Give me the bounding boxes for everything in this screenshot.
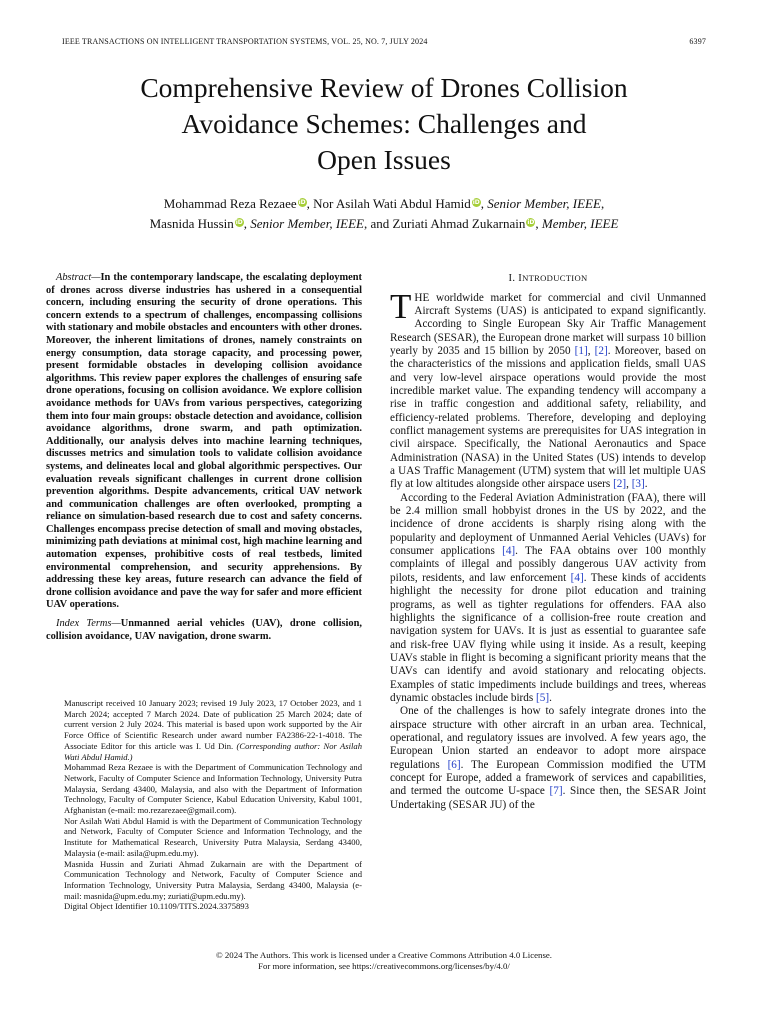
title-line-3: Open Issues (317, 144, 451, 175)
citation-link[interactable]: [7] (549, 785, 563, 798)
author-line-2 (60, 214, 708, 234)
separator: , (480, 196, 488, 211)
journal-name: IEEE TRANSACTIONS ON INTELLIGENT TRANSPORTATION SYSTEMS, VOL. 25, NO. 7, JULY 2024 (62, 37, 428, 46)
footnote-affiliation-2: Nor Asilah Wati Abdul Hamid is with the Department of Communication Technology and Network, Faculty of Computer Science and Information Technology, and the Institute for Mathematical Research, University Putra Malaysia, Serdang 43400, Malaysia (e-mail: asila@upm.edu.my). (64, 815, 362, 858)
orcid-icon[interactable]: iD (472, 199, 480, 206)
paragraph-text: HE worldwide market for commercial and civil Unmanned Aircraft Systems (UAS) is anticipated to expand significantly. According to Single European Sky Air Traffic Management Research (SESAR), the European drone market will surpass 10 billion yearly by 2035 and 15 billion by 2050 (390, 291, 706, 357)
paper-title (60, 70, 708, 178)
license-line-2[interactable]: For more information, see https://creativecommons.org/licenses/by/4.0/ (258, 961, 510, 971)
citation-link[interactable]: [4] (502, 545, 516, 558)
orcid-icon[interactable]: iD (298, 199, 306, 206)
citation-link[interactable]: [4] (570, 571, 584, 584)
title-line-2: Avoidance Schemes: Challenges and (181, 108, 587, 139)
footnote-text: Manuscript received 10 January 2023; revised 19 July 2023, 17 October 2023, and 1 March 2024; accepted 7 March 2024. Date of publication 25 March 2024; date of current version 2 July 2024. This material is based upon work supported by the Air Force Office of Scientific Research under award number FA2386-22-1-4018. The Associate Editor for this article was I. Ud Din. (64, 698, 362, 751)
abstract-label: Abstract— (56, 272, 101, 283)
corresponding-author: (Corresponding author: Nor Asilah Wati Abdul Hamid.) (64, 740, 362, 762)
license-notice (0, 950, 768, 972)
separator: , and (363, 216, 393, 231)
paragraph-text: . Moreover, based on the characteristics of the missions and application fields, small UAS and very low-level airspace operations would provide the most incredible market value. The expanding tendency will accompany a rise in traffic congestion and additional safety, reliability, and efficiency-related problems. Therefore, developing and deploying conflict management systems are prerequisites for UAS integration in civil airspace. Specifically, the National Aeronautics and Space Administration (NASA) in the United States (US) intends to develop a UAS Traffic Management (UTM) system that will let multiple UAS fly at low altitudes alongside other airspace users (390, 344, 707, 491)
section-rest: NTRODUCTION (522, 273, 588, 283)
paragraph-text: . The European Commission modified the UTM concept for Europe, added a framework of services and capabilities, and termed the outcome U-space (390, 758, 707, 798)
footnotes (64, 698, 362, 912)
orcid-icon[interactable]: iD (235, 219, 243, 226)
index-terms-text: Unmanned aerial vehicles (UAV), drone collision, collision avoidance, UAV navigation, drone swarm. (46, 618, 362, 642)
author-name: Zuriati Ahmad Zukarnain (392, 216, 526, 231)
paragraph-text: . The FAA obtains over 100 monthly complaints of illegal and possibly dangerous UAV activity from pilots, residents, and law enforcement (390, 545, 706, 584)
orcid-icon[interactable]: iD (527, 219, 535, 226)
footnote-manuscript (64, 698, 362, 762)
paragraph-text: . Since then, the SESAR Joint Undertaking (SESAR JU) of the (390, 785, 706, 811)
citation-link[interactable]: [1] (574, 344, 588, 357)
section-cap: I (518, 273, 523, 284)
section-heading (390, 272, 706, 286)
index-terms (46, 618, 362, 643)
intro-paragraph-1 (390, 286, 707, 492)
author-role: Senior Member, IEEE (487, 196, 601, 211)
separator: , (587, 344, 595, 357)
paragraph-text: According to the Federal Aviation Administration (FAA), there will be 2.4 million small hobbyist drones in the US by 2022, and the incidence of drone accidents is sharply rising along with the popularity and deployment of Unmanned Aerial Vehicles (UAVs) for consumer applications (390, 491, 706, 558)
page-number: 6397 (689, 37, 706, 46)
author-name: Mohammad Reza Rezaee (163, 196, 297, 211)
running-header (62, 37, 706, 51)
separator: , (243, 216, 251, 231)
author-role: Senior Member, IEEE (250, 216, 364, 231)
citation-link[interactable]: [2] (594, 344, 608, 357)
license-line-1: © 2024 The Authors. This work is licensed under a Creative Commons Attribution 4.0 License. (216, 950, 552, 960)
index-terms-label: Index Terms— (56, 618, 121, 630)
footnote-affiliation-3: Masnida Hussin and Zuriati Ahmad Zukarnain are with the Department of Communication Technology and Network, Faculty of Computer Science and Information Technology, University Putra Malaysia, Serdang 43400, Malaysia (e-mail: masnida@upm.edu.my; zuriati@upm.edu.my). (64, 858, 362, 901)
right-column (390, 272, 706, 812)
paragraph-text: One of the challenges is how to safely integrate drones into the airspace structure with other aircraft in an urban area. Technical, operational, and regulatory issues are involved. A few years ago, the European Union started an endeavor to adopt more airspace regulations (390, 705, 706, 771)
left-column (46, 272, 362, 643)
citation-link[interactable]: [2] (613, 478, 627, 491)
intro-paragraph-2 (390, 492, 706, 706)
footnote-affiliation-1: Mohammad Reza Rezaee is with the Department of Communication Technology and Network, Faculty of Computer Science and Information Technology, University Putra Malaysia, Serdang 43400, Malaysia, and also with the Department of Information Technology, Faculty of Computer Science, Kabul Education University, Kabul 1001, Afghanistan (e-mail: mo.rezarezaee@gmail.com). (64, 762, 362, 816)
citation-link[interactable]: [5] (536, 691, 550, 704)
author-role: Member, IEEE (541, 216, 619, 231)
author-list (60, 194, 708, 234)
separator: , (535, 216, 542, 231)
abstract (46, 272, 362, 612)
section-number: I. (508, 273, 519, 284)
drop-cap: T (390, 286, 412, 326)
intro-paragraph-3 (390, 705, 706, 812)
separator: , (626, 478, 632, 491)
author-line-1 (60, 194, 708, 214)
separator: . (549, 691, 552, 704)
citation-link[interactable]: [3] (631, 478, 645, 491)
author-name: Masnida Hussin (149, 216, 234, 231)
separator: . (644, 478, 648, 491)
citation-link[interactable]: [6] (447, 758, 461, 771)
title-line-1: Comprehensive Review of Drones Collision (140, 72, 628, 103)
separator: , (306, 196, 314, 211)
doi: Digital Object Identifier 10.1109/TITS.2024.3375893 (64, 901, 249, 912)
paragraph-text: . These kinds of accidents highlight the necessity for drone pilot education and training programs, as well as tighter regulations for offenders. FAA also highlights the significance of a collision-free route creation and navigation system for UAVs. It is just as essential to guarantee safe and risk-free UAV flying while using it inside. As a result, keeping UAVs stable in flight is becoming a significant priority means that the UAVs can identify and avoid stationary and relocating objects. Examples of static impediments include buildings and trees, whereas dynamic obstacles include birds (390, 571, 706, 704)
abstract-text: In the contemporary landscape, the escalating deployment of drones across diverse industries has ushered in a consequential concern, including ensuring the security of drone operations. This concern extends to a spectrum of challenges, encompassing collisions with stationary and mobile obstacles and encounters with other drones. Moreover, the inherent limitations of drones, namely constraints on energy consumption, data storage capacity, and processing power, present formidable obstacles in developing collision avoidance algorithms. This review paper explores the challenges of ensuring safe drone operations, focusing on collision avoidance. We explore collision avoidance methods for UAVs from various perspectives, categorizing them into four main groups: obstacle detection and avoidance, collision avoidance algorithms, drone swarm, and path optimization. Additionally, our analysis delves into machine learning techniques, discusses metrics and simulation tools to validate collision avoidance systems, and delineates local and global algorithmic perspectives. Our evaluation reveals significant challenges in current drone collision prevention algorithms. Despite advancements, critical UAV network and communication challenges are often overlooked, prompting a reliance on simulation-based research due to cost and safety concerns. Challenges encompass precise detection of small and moving obstacles, minimizing path deviations at minimal cost, high machine learning and automation expenses, prohibitive costs of real testbeds, limited environmental comprehension, and security apprehensions. By addressing these key areas, future research can advance the field of drone collision avoidance and pave the way for safer and more efficient UAV operations. (46, 272, 362, 611)
author-name: Nor Asilah Wati Abdul Hamid (313, 196, 471, 211)
separator: , (600, 196, 605, 211)
